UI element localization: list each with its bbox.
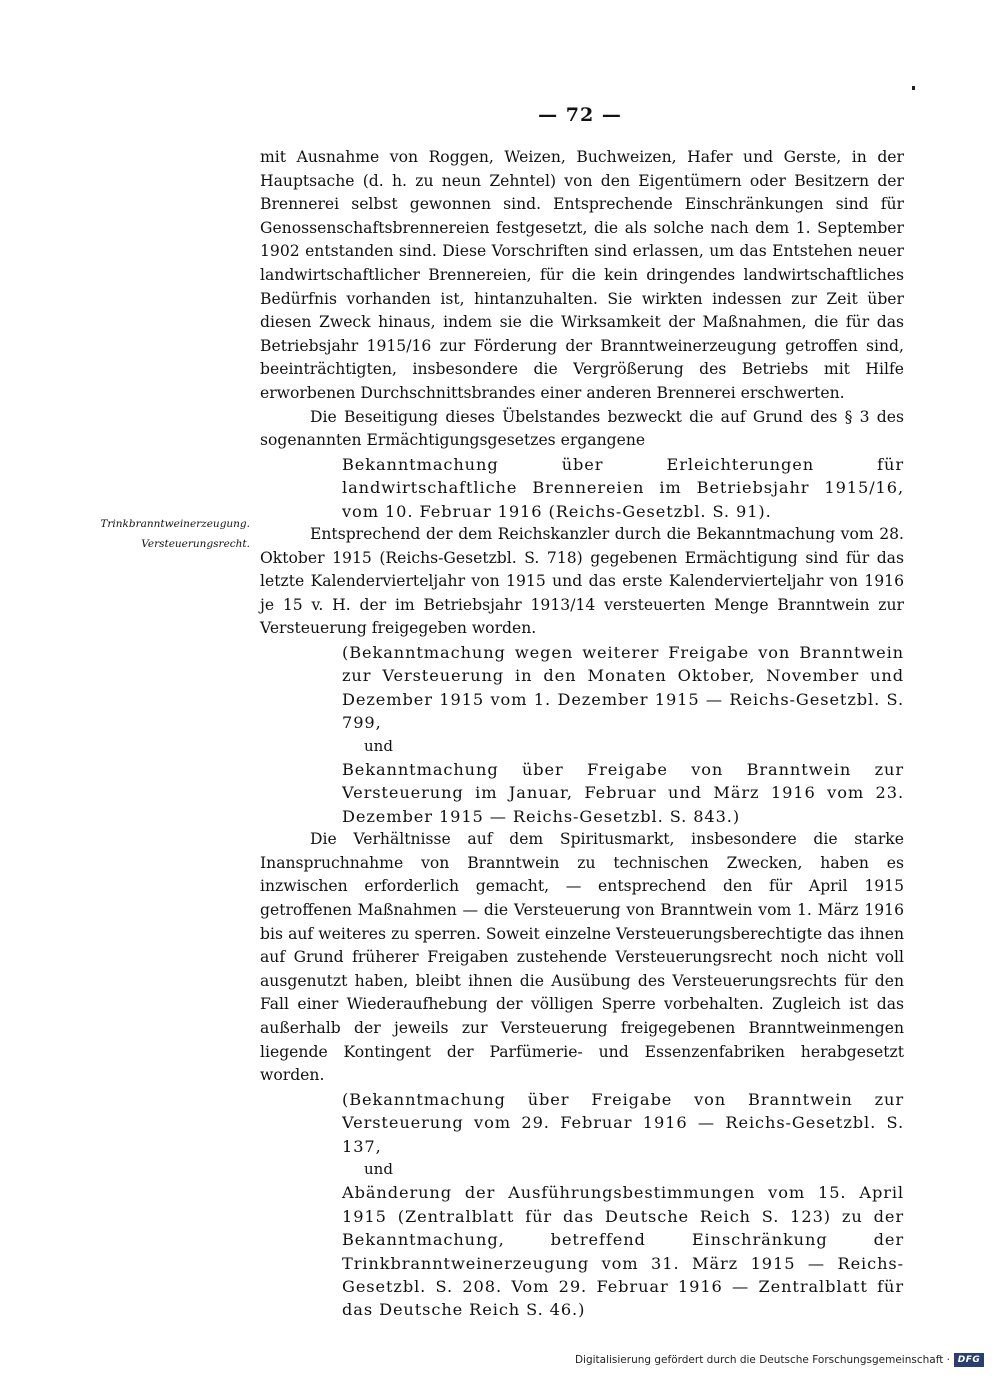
citation-block: (Bekanntmachung über Freigabe von Branntwein zur Versteuerung vom 29. Februar 1916 — Reichs-Gesetzbl. S. 137, <box>342 1089 904 1156</box>
margin-note-line: Versteuerungsrecht. <box>141 538 250 550</box>
dfg-logo-icon: DFG <box>954 1353 984 1367</box>
digitization-credit <box>575 1353 984 1367</box>
paragraph: Die Beseitigung dieses Übelstandes bezweckt die auf Grund des § 3 des sogenannten Ermächtigungsgesetzes ergangene <box>260 407 904 450</box>
citation-block: Bekanntmachung über Freigabe von Branntwein zur Versteuerung im Januar, Februar und März 1916 vom 23. Dezember 1915 — Reichs-Gesetzbl. S. 843.) <box>342 759 904 826</box>
citation-block: (Bekanntmachung wegen weiterer Freigabe von Branntwein zur Versteuerung in den Monaten Oktober, November und Dezember 1915 vom 1. Dezember 1915 — Reichs-Gesetzbl. S. 799, <box>342 642 904 733</box>
paragraph: mit Ausnahme von Roggen, Weizen, Buchweizen, Hafer und Gerste, in der Hauptsache (d. h. zu neun Zehntel) von den Eigentümern oder Besitzern der Brennerei selbst gewonnen sind. Entsprechende Einschränkungen sind für Genossenschaftsbrennereien festgesetzt, die als solche nach dem 1. September 1902 entstanden sind. Diese Vorschriften sind erlassen, um das Entstehen neuer landwirtschaftlicher Brennereien, für die kein dringendes landwirtschaftliches Bedürfnis vorhanden ist, hintanzuhalten. Sie wirkten indessen zur Zeit über diesen Zweck hinaus, indem sie die Wirksamkeit der Maßnahmen, die für das Betriebsjahr 1915/16 zur Förderung der Branntweinerzeugung getroffen sind, beeinträchtigten, insbesondere die Vergrößerung des Betriebs mit Hilfe erworbenen Durchschnittsbrandes einer anderen Brennerei erschwerten. <box>260 148 904 402</box>
conjunction-line: und <box>364 1159 393 1178</box>
citation-block: Bekanntmachung über Erleichterungen für landwirtschaftliche Brennereien im Betriebsjahr 1915/16, vom 10. Februar 1916 (Reichs-Gesetzbl. S. 91). <box>342 454 904 521</box>
conjunction-line: und <box>364 736 393 755</box>
page-body <box>260 146 904 1322</box>
citation-block: Abänderung der Ausführungsbestimmungen vom 15. April 1915 (Zentralblatt für das Deutsche Reich S. 123) zu der Bekanntmachung, betreffend Einschränkung der Trinkbranntweinerzeugung vom 31. März 1915 — Reichs-Gesetzbl. S. 208. Vom 29. Februar 1916 — Zentralblatt für das Deutsche Reich S. 46.) <box>342 1183 904 1320</box>
page-number: — 72 — <box>538 104 622 126</box>
margin-note-line: Trinkbranntweinerzeugung. <box>100 518 250 530</box>
scan-mark <box>912 86 915 90</box>
paragraph: Entsprechend der dem Reichskanzler durch die Bekanntmachung vom 28. Oktober 1915 (Reichs-Gesetzbl. S. 718) gegebenen Ermächtigung sind für das letzte Kalendervierteljahr von 1915 und das erste Kalendervierteljahr von 1916 je 15 v. H. der im Betriebsjahr 1913/14 versteuerten Menge Branntwein zur Versteuerung freigegeben worden. <box>260 524 904 638</box>
margin-note <box>84 514 250 554</box>
paragraph: Die Verhältnisse auf dem Spiritusmarkt, insbesondere die starke Inanspruchnahme von Branntwein zu technischen Zwecken, haben es inzwischen erforderlich gemacht, — entsprechend den für April 1915 getroffenen Maßnahmen — die Versteuerung von Branntwein vom 1. März 1916 bis auf weiteres zu sperren. Soweit einzelne Versteuerungsberechtigte das ihnen auf Grund früherer Freigaben zustehende Versteuerungsrecht noch nicht voll ausgenutzt haben, bleibt ihnen die Ausübung des Versteuerungsrechts für den Fall einer Wiederaufhebung der völligen Sperre vorbehalten. Zugleich ist das außerhalb der jeweils zur Versteuerung freigegebenen Branntweinmengen liegende Kontingent der Parfümerie- und Essenzenfabriken herabgesetzt worden. <box>260 830 904 1085</box>
credit-text: Digitalisierung gefördert durch die Deutsche Forschungsgemeinschaft · <box>574 1354 950 1366</box>
